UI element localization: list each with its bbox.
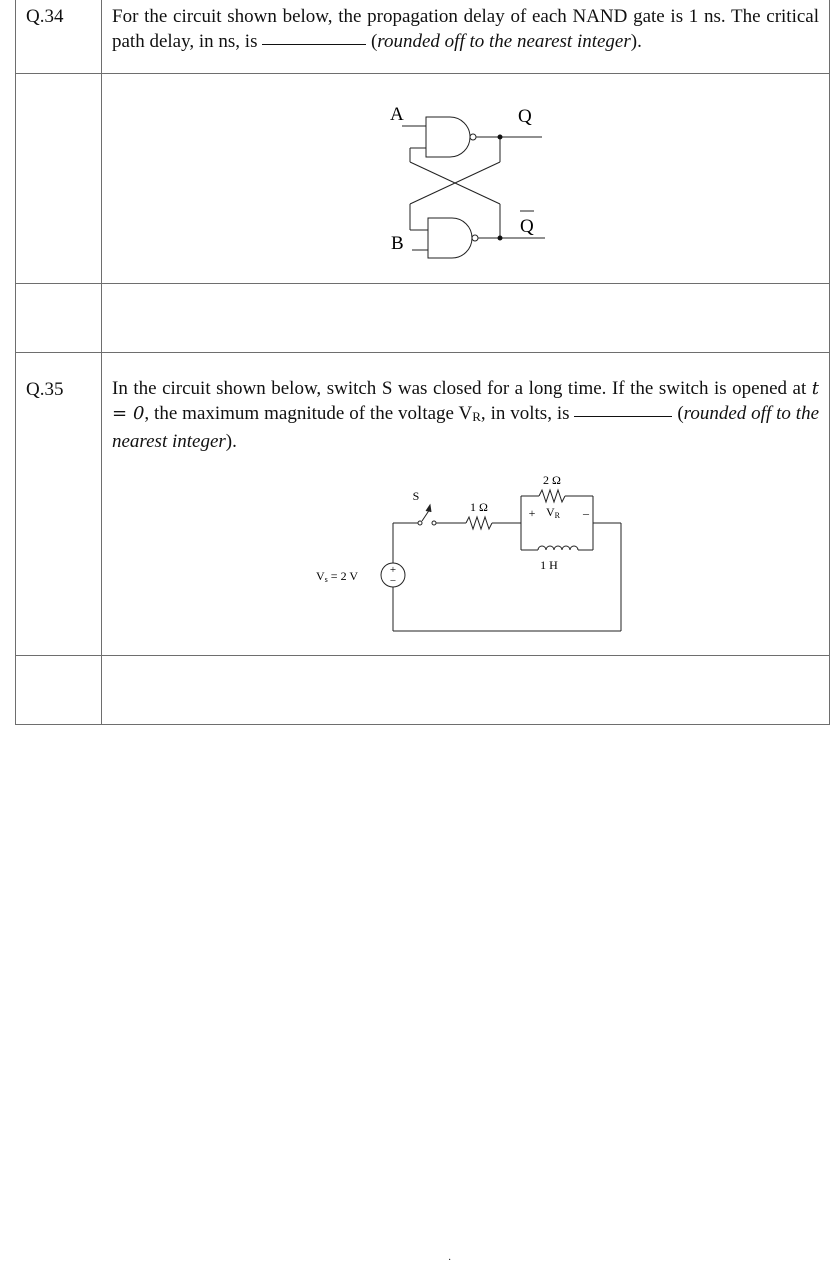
nand-latch-diagram bbox=[102, 74, 840, 282]
q34-figure-cell bbox=[102, 74, 830, 284]
q34-rounding-note: rounded off to the nearest integer bbox=[377, 31, 631, 52]
source-minus: − bbox=[389, 575, 397, 587]
q35-answer-blank bbox=[574, 415, 672, 417]
switch-label: S bbox=[412, 489, 420, 503]
q35-empty-row bbox=[16, 656, 830, 725]
nand-gate-top bbox=[426, 117, 470, 157]
junction-dot-top bbox=[498, 135, 503, 140]
nand-gate-bottom bbox=[428, 218, 472, 258]
vr-minus: – bbox=[583, 506, 589, 520]
q34-answer-blank bbox=[262, 43, 366, 45]
q34-number: Q.34 bbox=[16, 0, 102, 74]
nand-bottom-bubble bbox=[472, 235, 478, 241]
r2-label: 2 Ω bbox=[543, 473, 561, 487]
q34-figure-spacer bbox=[16, 74, 102, 284]
label-q: Q bbox=[518, 106, 532, 127]
vr-label: VR bbox=[546, 505, 561, 520]
switch-arrow-icon bbox=[426, 505, 431, 512]
r1-label: 1 Ω bbox=[470, 500, 488, 514]
resistor-1ohm bbox=[466, 517, 492, 529]
q34-question-text: For the circuit shown below, the propagation delay of each NAND gate is 1 ns. The critical path delay, in ns, is (rounded off to the nearest integer). bbox=[102, 0, 830, 74]
nand-top-bubble bbox=[470, 134, 476, 140]
vr-plus: + bbox=[528, 506, 536, 520]
source-label: Vs = 2 V bbox=[316, 569, 359, 584]
q34-text: For the circuit shown below, the propagation delay of each NAND gate is 1 ns. The critical path delay, in ns, is bbox=[112, 6, 819, 52]
q35-number: Q.35 bbox=[16, 353, 102, 656]
q34-figure-row bbox=[16, 74, 830, 284]
source-plus: + bbox=[389, 564, 397, 576]
inductor-1h bbox=[538, 546, 578, 550]
q35-row bbox=[16, 353, 830, 656]
q34-row bbox=[16, 0, 830, 74]
q34-empty-row bbox=[16, 284, 830, 353]
rl-circuit-diagram bbox=[102, 453, 840, 653]
inductor-label: 1 H bbox=[540, 558, 558, 572]
q35-math-t: t = 0 bbox=[112, 378, 819, 424]
switch-terminal-right bbox=[432, 521, 436, 525]
switch-terminal-left bbox=[418, 521, 422, 525]
questions-table bbox=[15, 0, 830, 725]
resistor-2ohm bbox=[539, 490, 565, 502]
label-b: B bbox=[391, 233, 404, 254]
q35-rounding-note: rounded off to the nearest integer bbox=[112, 403, 820, 452]
page-number: · bbox=[448, 1255, 452, 1266]
label-qbar: Q bbox=[520, 216, 534, 237]
q35-question-text: In the circuit shown below, switch S was closed for a long time. If the switch is opened at t = 0, the maximum magnitude of the voltage VR, in volts, is (rounded off to the nearest integer). S 1 Ω 2 Ω + VR – 1 H Vs = 2 V + − bbox=[102, 353, 830, 656]
label-a: A bbox=[390, 104, 404, 125]
junction-dot-bottom bbox=[498, 236, 503, 241]
